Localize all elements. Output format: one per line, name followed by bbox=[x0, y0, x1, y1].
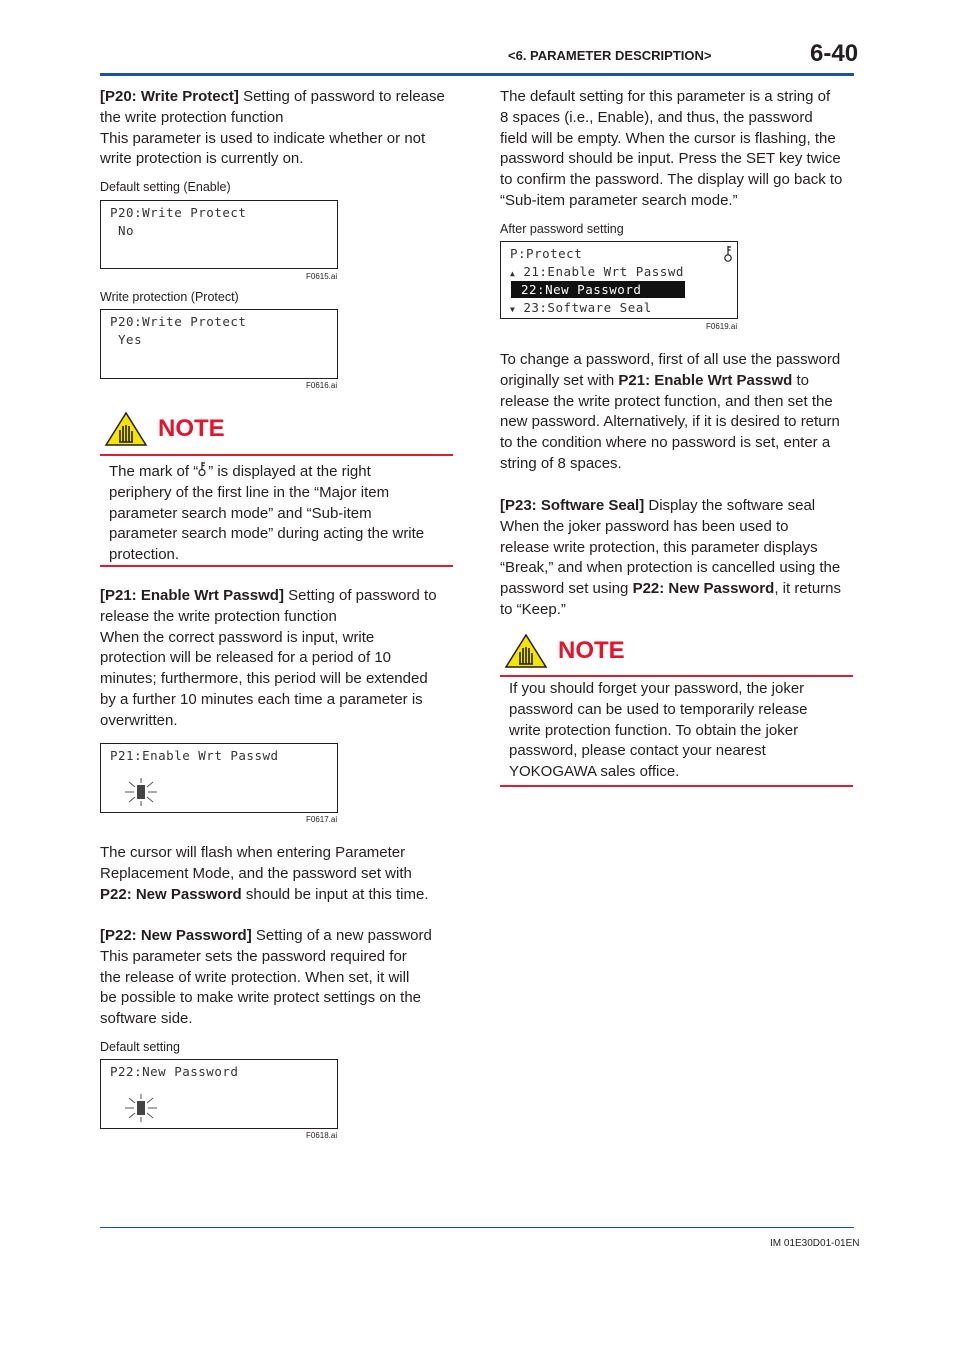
default-setting-paragraph: The default setting for this parameter is a string of 8 spaces (i.e., Enable), and thus, the password field will be empty. When the cursor is flashing, the password should be input. Press the SET key twice to confirm the password. The display will go back to “Sub-item parameter search mode.” bbox=[500, 88, 843, 209]
p22-title: [P22: New Password] bbox=[100, 927, 252, 944]
fig5-caption: After password setting bbox=[500, 222, 624, 236]
p21-paragraph: [P21: Enable Wrt Passwd] Setting of password to release the write protection function When the correct password is input, write protection will be released for a period of 10 minutes; furthermore, this period will be extended by a further 10 minutes each time a parameter is overwritten. bbox=[100, 587, 437, 729]
note2-heading bbox=[504, 633, 625, 669]
note1-body: The mark of “ ” is displayed at the right periphery of the first line in the “Major item parameter search mode” and “Sub-item parameter search mode” during acting the write protection. bbox=[109, 463, 425, 564]
fig2-id: F0616.ai bbox=[306, 381, 338, 390]
down-arrow-icon: ▼ bbox=[510, 305, 516, 314]
selected-menu-item: 22:New Password bbox=[511, 281, 685, 298]
fig3-id: F0617.ai bbox=[306, 815, 338, 824]
fig2-caption: Write protection (Protect) bbox=[100, 290, 239, 304]
page-number: 6-40 bbox=[810, 40, 859, 67]
p22-paragraph: [P22: New Password] Setting of a new password This parameter sets the password required for the release of write protection. When set, it will be possible to make write protect settings on the software side. bbox=[100, 927, 432, 1028]
fig4-caption: Default setting bbox=[100, 1040, 180, 1054]
warning-hand-icon bbox=[504, 633, 548, 669]
fig1-caption: Default setting (Enable) bbox=[100, 180, 231, 194]
p23-paragraph: [P23: Software Seal] Display the software seal When the joker password has been used to release write protection, this parameter displays “Break,” and when protection is cancelled using the password set using P22: New Password, it returns to “Keep.” bbox=[500, 497, 841, 618]
up-arrow-icon: ▲ bbox=[510, 269, 516, 278]
lcd-display-p22: P22:New Password bbox=[100, 1059, 338, 1129]
flashing-cursor-icon bbox=[121, 1094, 161, 1122]
lcd-display-p20-protect: P20:Write Protect Yes bbox=[100, 309, 338, 379]
lcd-display-p20-enable: P20:Write Protect No bbox=[100, 200, 338, 269]
fig1-id: F0615.ai bbox=[306, 272, 338, 281]
section-header: <6. PARAMETER DESCRIPTION> bbox=[508, 48, 712, 63]
change-password-paragraph: To change a password, first of all use the password originally set with P21: Enable Wrt Passwd to release the write protect function, and then set the new password. Alternatively, if it is desired to return to the condition where no password is set, enter a string of 8 spaces. bbox=[500, 351, 841, 472]
fig4-id: F0618.ai bbox=[306, 1131, 338, 1140]
note2-top-rule bbox=[500, 675, 853, 677]
p23-title: [P23: Software Seal] bbox=[500, 497, 645, 514]
lcd-display-p21: P21:Enable Wrt Passwd bbox=[100, 743, 338, 813]
lcd-display-protect-menu: P:Protect ▲ 21:Enable Wrt Passwd 22:New Password ▼ 23:Software Seal bbox=[500, 241, 738, 319]
note2-title: NOTE bbox=[558, 637, 625, 664]
document-id: IM 01E30D01-01EN bbox=[770, 1238, 860, 1249]
fig5-id: F0619.ai bbox=[706, 322, 738, 331]
note1-title: NOTE bbox=[158, 415, 225, 442]
flashing-cursor-icon bbox=[121, 778, 161, 806]
note2-body: If you should forget your password, the joker password can be used to temporarily release write protection function. To obtain the joker password, please contact your nearest YOKOGAWA sales office. bbox=[509, 680, 808, 781]
p21-title: [P21: Enable Wrt Passwd] bbox=[100, 587, 284, 604]
footer-rule bbox=[100, 1227, 854, 1228]
p20-paragraph: [P20: Write Protect] Setting of password to release the write protection function This parameter is used to indicate whether or not write protection is currently on. bbox=[100, 88, 445, 168]
header-rule bbox=[100, 73, 854, 76]
note1-top-rule bbox=[100, 454, 453, 456]
key-icon bbox=[198, 461, 208, 477]
cursor-paragraph: The cursor will flash when entering Parameter Replacement Mode, and the password set with P22: New Password should be input at this time. bbox=[100, 844, 429, 903]
note1-bottom-rule bbox=[100, 565, 453, 567]
note2-bottom-rule bbox=[500, 785, 853, 787]
p20-title: [P20: Write Protect] bbox=[100, 88, 239, 105]
note1-heading bbox=[104, 411, 225, 447]
key-icon bbox=[723, 245, 733, 263]
warning-hand-icon bbox=[104, 411, 148, 447]
